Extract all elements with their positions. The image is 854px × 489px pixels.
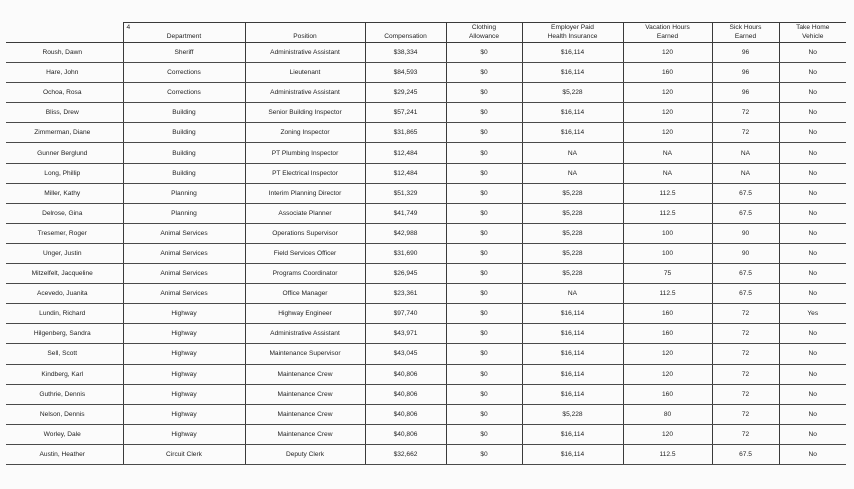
compensation-cell: $26,945: [365, 264, 446, 284]
table-body: [6, 43, 846, 465]
employee-name-cell: Hilgenberg, Sandra: [6, 324, 123, 344]
sick-hours-cell: 72: [712, 123, 779, 143]
health-insurance-cell: $16,114: [522, 424, 623, 444]
health-insurance-cell: $16,114: [522, 43, 623, 63]
position-cell: PT Plumbing Inspector: [245, 143, 365, 163]
vacation-hours-cell: 120: [623, 424, 712, 444]
position-cell: Office Manager: [245, 284, 365, 304]
vacation-hours-cell: 120: [623, 103, 712, 123]
position-cell: Deputy Clerk: [245, 444, 365, 464]
position-cell: Highway Engineer: [245, 304, 365, 324]
department-cell: Highway: [123, 404, 245, 424]
department-cell: Building: [123, 163, 245, 183]
clothing-allowance-cell: $0: [446, 83, 522, 103]
compensation-cell: $40,806: [365, 424, 446, 444]
table-row: [6, 103, 846, 123]
header-compensation: Compensation: [365, 32, 446, 43]
vacation-hours-cell: NA: [623, 163, 712, 183]
clothing-allowance-cell: $0: [446, 163, 522, 183]
department-cell: Corrections: [123, 63, 245, 83]
table-row: [6, 83, 846, 103]
take-home-vehicle-cell: No: [779, 264, 846, 284]
department-cell: Building: [123, 123, 245, 143]
health-insurance-cell: NA: [522, 163, 623, 183]
compensation-cell: $12,484: [365, 163, 446, 183]
clothing-allowance-cell: $0: [446, 404, 522, 424]
header-compensation-top: [365, 23, 446, 33]
header-vehicle-top: Take Home: [779, 23, 846, 33]
health-insurance-cell: $16,114: [522, 384, 623, 404]
position-cell: Lieutenant: [245, 63, 365, 83]
department-cell: Planning: [123, 203, 245, 223]
header-sick-top: Sick Hours: [712, 23, 779, 33]
position-cell: Associate Planner: [245, 203, 365, 223]
clothing-allowance-cell: $0: [446, 63, 522, 83]
clothing-allowance-cell: $0: [446, 424, 522, 444]
position-cell: Maintenance Crew: [245, 404, 365, 424]
take-home-vehicle-cell: No: [779, 424, 846, 444]
vacation-hours-cell: 112.5: [623, 444, 712, 464]
position-cell: Administrative Assistant: [245, 43, 365, 63]
employee-name-cell: Roush, Dawn: [6, 43, 123, 63]
compensation-cell: $40,806: [365, 384, 446, 404]
sick-hours-cell: 96: [712, 43, 779, 63]
employee-name-cell: Guthrie, Dennis: [6, 384, 123, 404]
health-insurance-cell: $5,228: [522, 223, 623, 243]
sick-hours-cell: 72: [712, 304, 779, 324]
department-cell: Highway: [123, 424, 245, 444]
vacation-hours-cell: 120: [623, 43, 712, 63]
header-vehicle: Vehicle: [779, 32, 846, 43]
vacation-hours-cell: 160: [623, 304, 712, 324]
sick-hours-cell: 90: [712, 223, 779, 243]
position-cell: Maintenance Crew: [245, 364, 365, 384]
clothing-allowance-cell: $0: [446, 143, 522, 163]
sick-hours-cell: 96: [712, 83, 779, 103]
clothing-allowance-cell: $0: [446, 203, 522, 223]
health-insurance-cell: NA: [522, 284, 623, 304]
header-position-top: [245, 23, 365, 33]
department-cell: Sheriff: [123, 43, 245, 63]
sick-hours-cell: 67.5: [712, 444, 779, 464]
sick-hours-cell: 72: [712, 424, 779, 444]
take-home-vehicle-cell: No: [779, 43, 846, 63]
position-cell: PT Electrical Inspector: [245, 163, 365, 183]
department-cell: Highway: [123, 364, 245, 384]
header-vacation-top: Vacation Hours: [623, 23, 712, 33]
compensation-cell: $43,045: [365, 344, 446, 364]
take-home-vehicle-cell: No: [779, 123, 846, 143]
vacation-hours-cell: 112.5: [623, 284, 712, 304]
position-cell: Maintenance Supervisor: [245, 344, 365, 364]
clothing-allowance-cell: $0: [446, 243, 522, 263]
health-insurance-cell: $5,228: [522, 264, 623, 284]
compensation-cell: $41,749: [365, 203, 446, 223]
clothing-allowance-cell: $0: [446, 43, 522, 63]
table-row: [6, 444, 846, 464]
take-home-vehicle-cell: No: [779, 183, 846, 203]
take-home-vehicle-cell: No: [779, 163, 846, 183]
vacation-hours-cell: 120: [623, 83, 712, 103]
take-home-vehicle-cell: No: [779, 143, 846, 163]
sick-hours-cell: NA: [712, 143, 779, 163]
sick-hours-cell: NA: [712, 163, 779, 183]
take-home-vehicle-cell: No: [779, 223, 846, 243]
clothing-allowance-cell: $0: [446, 324, 522, 344]
clothing-allowance-cell: $0: [446, 384, 522, 404]
employee-name-cell: Gunner Berglund: [6, 143, 123, 163]
position-cell: Operations Supervisor: [245, 223, 365, 243]
employee-name-cell: Mitzelfelt, Jacqueline: [6, 264, 123, 284]
table-row: [6, 284, 846, 304]
employee-name-cell: Lundin, Richard: [6, 304, 123, 324]
clothing-allowance-cell: $0: [446, 264, 522, 284]
vacation-hours-cell: 100: [623, 243, 712, 263]
compensation-cell: $40,806: [365, 404, 446, 424]
take-home-vehicle-cell: No: [779, 63, 846, 83]
header-vacation: Earned: [623, 32, 712, 43]
compensation-cell: $29,245: [365, 83, 446, 103]
department-cell: Highway: [123, 344, 245, 364]
position-cell: Administrative Assistant: [245, 83, 365, 103]
clothing-allowance-cell: $0: [446, 183, 522, 203]
department-cell: Animal Services: [123, 243, 245, 263]
department-cell: Planning: [123, 183, 245, 203]
sick-hours-cell: 96: [712, 63, 779, 83]
health-insurance-cell: $16,114: [522, 344, 623, 364]
department-cell: Highway: [123, 324, 245, 344]
table-header: [6, 23, 846, 43]
take-home-vehicle-cell: No: [779, 404, 846, 424]
table-row: [6, 203, 846, 223]
compensation-cell: $38,334: [365, 43, 446, 63]
table-row: [6, 324, 846, 344]
clothing-allowance-cell: $0: [446, 284, 522, 304]
sick-hours-cell: 72: [712, 404, 779, 424]
vacation-hours-cell: 112.5: [623, 183, 712, 203]
position-cell: Field Services Officer: [245, 243, 365, 263]
table-row: [6, 163, 846, 183]
take-home-vehicle-cell: No: [779, 103, 846, 123]
take-home-vehicle-cell: No: [779, 243, 846, 263]
take-home-vehicle-cell: No: [779, 324, 846, 344]
health-insurance-cell: $5,228: [522, 404, 623, 424]
vacation-hours-cell: 100: [623, 223, 712, 243]
health-insurance-cell: $5,228: [522, 83, 623, 103]
clothing-allowance-cell: $0: [446, 223, 522, 243]
department-cell: Building: [123, 143, 245, 163]
header-position: Position: [245, 32, 365, 43]
sick-hours-cell: 67.5: [712, 183, 779, 203]
vacation-hours-cell: 160: [623, 324, 712, 344]
health-insurance-cell: $16,114: [522, 364, 623, 384]
vacation-hours-cell: 120: [623, 123, 712, 143]
header-health: Health Insurance: [522, 32, 623, 43]
table-row: [6, 183, 846, 203]
employee-name-cell: Miller, Kathy: [6, 183, 123, 203]
employee-name-cell: Austin, Heather: [6, 444, 123, 464]
sick-hours-cell: 67.5: [712, 203, 779, 223]
clothing-allowance-cell: $0: [446, 103, 522, 123]
page-number: 4: [123, 23, 245, 33]
position-cell: Senior Building Inspector: [245, 103, 365, 123]
compensation-cell: $84,593: [365, 63, 446, 83]
employee-name-cell: Kindberg, Karl: [6, 364, 123, 384]
vacation-hours-cell: 120: [623, 344, 712, 364]
sick-hours-cell: 90: [712, 243, 779, 263]
department-cell: Animal Services: [123, 284, 245, 304]
sick-hours-cell: 67.5: [712, 284, 779, 304]
compensation-table: [6, 22, 846, 465]
position-cell: Administrative Assistant: [245, 324, 365, 344]
employee-name-cell: Worley, Dale: [6, 424, 123, 444]
compensation-cell: $32,662: [365, 444, 446, 464]
employee-name-cell: Long, Phillip: [6, 163, 123, 183]
position-cell: Maintenance Crew: [245, 424, 365, 444]
sick-hours-cell: 72: [712, 384, 779, 404]
vacation-hours-cell: 80: [623, 404, 712, 424]
employee-name-cell: Unger, Justin: [6, 243, 123, 263]
clothing-allowance-cell: $0: [446, 344, 522, 364]
employee-name-cell: Ochoa, Rosa: [6, 83, 123, 103]
position-cell: Programs Coordinator: [245, 264, 365, 284]
header-clothing-top: Clothing: [446, 23, 522, 33]
department-cell: Animal Services: [123, 264, 245, 284]
clothing-allowance-cell: $0: [446, 304, 522, 324]
compensation-cell: $31,865: [365, 123, 446, 143]
table-row: [6, 243, 846, 263]
header-clothing: Allowance: [446, 32, 522, 43]
vacation-hours-cell: 112.5: [623, 203, 712, 223]
compensation-cell: $43,971: [365, 324, 446, 344]
clothing-allowance-cell: $0: [446, 123, 522, 143]
header-health-top: Employer Paid: [522, 23, 623, 33]
take-home-vehicle-cell: No: [779, 83, 846, 103]
health-insurance-cell: $5,228: [522, 183, 623, 203]
compensation-cell: $57,241: [365, 103, 446, 123]
employee-name-cell: Sell, Scott: [6, 344, 123, 364]
health-insurance-cell: NA: [522, 143, 623, 163]
sick-hours-cell: 72: [712, 324, 779, 344]
table-row: [6, 404, 846, 424]
health-insurance-cell: $16,114: [522, 444, 623, 464]
employee-name-cell: Acevedo, Juanita: [6, 284, 123, 304]
employee-name-cell: Delrose, Gina: [6, 203, 123, 223]
table-row: [6, 384, 846, 404]
health-insurance-cell: $16,114: [522, 103, 623, 123]
take-home-vehicle-cell: No: [779, 384, 846, 404]
vacation-hours-cell: 160: [623, 63, 712, 83]
compensation-cell: $51,329: [365, 183, 446, 203]
health-insurance-cell: $5,228: [522, 203, 623, 223]
health-insurance-cell: $16,114: [522, 324, 623, 344]
compensation-cell: $97,740: [365, 304, 446, 324]
vacation-hours-cell: 75: [623, 264, 712, 284]
employee-name-cell: Bliss, Drew: [6, 103, 123, 123]
take-home-vehicle-cell: No: [779, 444, 846, 464]
header-name-column: [6, 23, 123, 43]
header-department: Department: [123, 32, 245, 43]
position-cell: Interim Planning Director: [245, 183, 365, 203]
clothing-allowance-cell: $0: [446, 364, 522, 384]
header-sick: Earned: [712, 32, 779, 43]
employee-name-cell: Hare, John: [6, 63, 123, 83]
department-cell: Highway: [123, 384, 245, 404]
table-row: [6, 424, 846, 444]
take-home-vehicle-cell: No: [779, 203, 846, 223]
table-row: [6, 364, 846, 384]
table-row: [6, 223, 846, 243]
department-cell: Animal Services: [123, 223, 245, 243]
vacation-hours-cell: NA: [623, 143, 712, 163]
vacation-hours-cell: 160: [623, 384, 712, 404]
sick-hours-cell: 72: [712, 103, 779, 123]
compensation-cell: $23,361: [365, 284, 446, 304]
sick-hours-cell: 67.5: [712, 264, 779, 284]
sick-hours-cell: 72: [712, 344, 779, 364]
employee-name-cell: Nelson, Dennis: [6, 404, 123, 424]
health-insurance-cell: $16,114: [522, 123, 623, 143]
take-home-vehicle-cell: No: [779, 364, 846, 384]
table-row: [6, 344, 846, 364]
department-cell: Highway: [123, 304, 245, 324]
health-insurance-cell: $5,228: [522, 243, 623, 263]
compensation-cell: $42,988: [365, 223, 446, 243]
table-row: [6, 43, 846, 63]
department-cell: Building: [123, 103, 245, 123]
compensation-cell: $31,690: [365, 243, 446, 263]
table-row: [6, 123, 846, 143]
take-home-vehicle-cell: No: [779, 284, 846, 304]
health-insurance-cell: $16,114: [522, 63, 623, 83]
sick-hours-cell: 72: [712, 364, 779, 384]
position-cell: Zoning Inspector: [245, 123, 365, 143]
table-row: [6, 304, 846, 324]
vacation-hours-cell: 120: [623, 364, 712, 384]
employee-name-cell: Zimmerman, Diane: [6, 123, 123, 143]
compensation-cell: $12,484: [365, 143, 446, 163]
table-row: [6, 143, 846, 163]
department-cell: Corrections: [123, 83, 245, 103]
clothing-allowance-cell: $0: [446, 444, 522, 464]
table-row: [6, 264, 846, 284]
take-home-vehicle-cell: Yes: [779, 304, 846, 324]
health-insurance-cell: $16,114: [522, 304, 623, 324]
department-cell: Circuit Clerk: [123, 444, 245, 464]
compensation-cell: $40,806: [365, 364, 446, 384]
position-cell: Maintenance Crew: [245, 384, 365, 404]
table-row: [6, 63, 846, 83]
take-home-vehicle-cell: No: [779, 344, 846, 364]
employee-name-cell: Tresemer, Roger: [6, 223, 123, 243]
